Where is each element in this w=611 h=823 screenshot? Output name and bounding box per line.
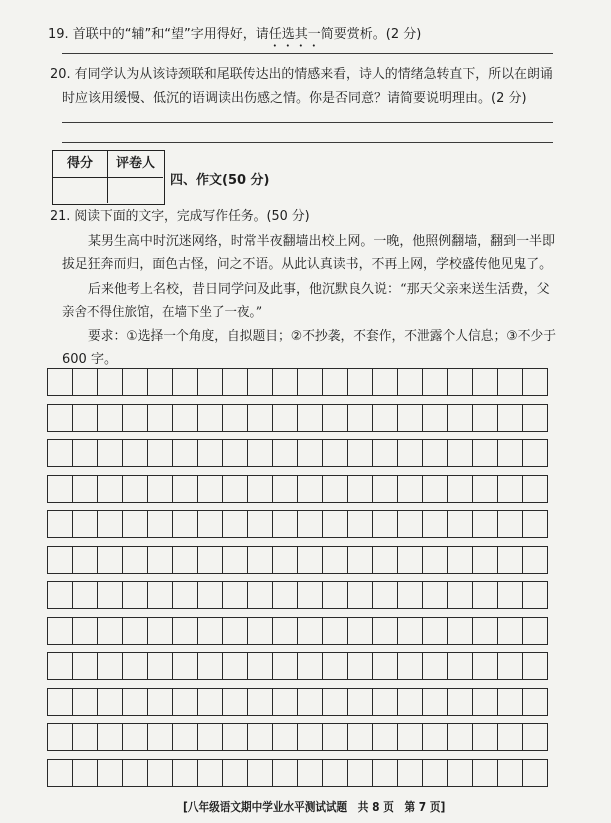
grid-cell [173,476,198,502]
grid-cell [398,724,423,750]
grid-row [47,404,548,432]
grid-cell [298,582,323,608]
grid-cell [523,547,547,573]
grid-cell [298,476,323,502]
grid-cell [123,582,148,608]
grid-cell [323,405,348,431]
grid-cell [498,618,523,644]
grid-cell [48,547,73,573]
grid-cell [98,440,123,466]
grid-cell [473,582,498,608]
grid-row [47,617,548,645]
grid-cell [198,547,223,573]
grid-cell [498,547,523,573]
grid-cell [273,582,298,608]
grid-cell [448,689,473,715]
grid-cell [423,724,448,750]
grid-cell [48,689,73,715]
grid-cell [448,511,473,537]
grid-cell [348,440,373,466]
grid-cell [398,760,423,786]
grid-cell [273,476,298,502]
grid-cell [198,405,223,431]
grid-cell [248,547,273,573]
grid-cell [173,582,198,608]
grid-cell [523,653,547,679]
grid-cell [323,547,348,573]
grid-cell [248,653,273,679]
grid-cell [473,369,498,395]
grid-cell [348,511,373,537]
grid-row [47,368,548,396]
grid-cell [148,618,173,644]
grid-cell [198,511,223,537]
grid-cell [198,369,223,395]
grid-cell [423,547,448,573]
grid-cell [198,689,223,715]
grid-row [47,439,548,467]
grid-row [47,546,548,574]
grid-cell [323,653,348,679]
grid-cell [348,689,373,715]
grid-cell [498,582,523,608]
grid-cell [473,476,498,502]
grid-cell [448,582,473,608]
question-19 [48,26,438,50]
grid-cell [523,760,547,786]
grid-cell [373,724,398,750]
section-title: 四、作文(50 分) [170,173,270,188]
grid-cell [473,405,498,431]
grid-cell [373,405,398,431]
grid-cell [98,369,123,395]
grid-cell [173,511,198,537]
grid-cell [48,653,73,679]
grid-cell [323,511,348,537]
grid-cell [398,689,423,715]
grid-cell [123,511,148,537]
grid-cell [48,440,73,466]
grid-cell [323,724,348,750]
grid-cell [198,724,223,750]
grid-cell [73,724,98,750]
grid-cell [98,724,123,750]
grid-cell [323,440,348,466]
grid-cell [73,760,98,786]
grid-cell [423,405,448,431]
grid-cell [148,547,173,573]
grid-cell [148,760,173,786]
grid-cell [98,653,123,679]
grid-cell [373,582,398,608]
grid-cell [248,440,273,466]
grid-cell [473,618,498,644]
grid-cell [223,689,248,715]
grid-cell [448,369,473,395]
grid-cell [373,618,398,644]
grid-cell [48,760,73,786]
essay-grid [47,368,548,788]
grid-cell [398,618,423,644]
grid-cell [223,760,248,786]
grid-cell [473,440,498,466]
grader-cell [108,178,163,203]
grid-cell [523,582,547,608]
grid-cell [373,689,398,715]
answer-line [62,122,553,123]
grid-cell [473,724,498,750]
grid-row [47,652,548,680]
grid-cell [423,760,448,786]
grid-cell [148,405,173,431]
grid-cell [373,653,398,679]
grid-cell [173,547,198,573]
grid-cell [298,547,323,573]
grid-cell [298,369,323,395]
grid-cell [423,511,448,537]
grid-cell [473,760,498,786]
grid-cell [348,724,373,750]
grid-cell [198,760,223,786]
grid-cell [523,369,547,395]
grid-cell [273,511,298,537]
grid-cell [48,405,73,431]
grid-cell [248,369,273,395]
passage-line: 亲舍不得住旅馆，在墙下坐了一夜。” [62,305,263,320]
grid-cell [173,724,198,750]
grid-cell [298,689,323,715]
grid-cell [348,618,373,644]
grid-cell [323,618,348,644]
grid-cell [298,618,323,644]
grid-cell [98,760,123,786]
grid-cell [173,653,198,679]
grid-cell [73,440,98,466]
grid-cell [98,511,123,537]
grid-cell [148,511,173,537]
grid-cell [98,547,123,573]
grid-cell [473,547,498,573]
grid-cell [498,724,523,750]
answer-line [62,53,553,54]
passage-line: 某男生高中时沉迷网络，时常半夜翻墙出校上网。一晚，他照例翻墙，翻到一半即 [88,234,556,249]
grid-cell [348,760,373,786]
question-20-line-1: 20. 有同学认为从该诗颈联和尾联传达出的情感来看，诗人的情绪急转直下，所以在朗诵 [50,67,553,82]
grid-cell [223,511,248,537]
grid-cell [473,689,498,715]
grid-cell [223,369,248,395]
requirements-line: 600 字。 [62,352,117,367]
grid-row [47,510,548,538]
grid-cell [273,653,298,679]
grid-cell [448,653,473,679]
grid-cell [98,618,123,644]
grid-cell [498,476,523,502]
grid-cell [48,618,73,644]
grid-cell [373,369,398,395]
grid-cell [498,440,523,466]
grid-cell [198,476,223,502]
grid-cell [73,405,98,431]
grid-cell [373,547,398,573]
grid-cell [198,618,223,644]
grid-cell [373,440,398,466]
grid-cell [298,724,323,750]
grid-cell [498,511,523,537]
grid-cell [248,689,273,715]
grid-cell [423,369,448,395]
page-footer: [八年级语文期中学业水平测试试题 共 8 页 第 7 页] [183,800,446,814]
grid-cell [73,689,98,715]
grid-cell [73,618,98,644]
grid-cell [123,653,148,679]
grid-cell [223,405,248,431]
grid-cell [423,440,448,466]
grid-cell [248,760,273,786]
grid-cell [223,476,248,502]
grid-cell [348,547,373,573]
grader-label: 评卷人 [108,151,163,178]
grid-cell [148,653,173,679]
grid-cell [48,511,73,537]
grid-cell [173,369,198,395]
grid-cell [398,653,423,679]
grid-cell [198,440,223,466]
grid-cell [448,476,473,502]
grid-cell [248,724,273,750]
grid-cell [423,618,448,644]
grid-cell [148,689,173,715]
grid-cell [123,405,148,431]
grid-cell [248,405,273,431]
grid-cell [348,405,373,431]
grid-cell [248,476,273,502]
grid-cell [123,689,148,715]
grid-cell [498,760,523,786]
grid-cell [173,689,198,715]
grid-cell [298,653,323,679]
grid-cell [223,547,248,573]
grid-cell [123,618,148,644]
grid-cell [323,582,348,608]
grid-cell [323,760,348,786]
grid-cell [398,511,423,537]
grid-cell [323,369,348,395]
grid-cell [148,369,173,395]
grid-cell [423,653,448,679]
grid-cell [348,582,373,608]
grid-cell [123,547,148,573]
grid-cell [298,405,323,431]
grid-row [47,581,548,609]
grid-cell [223,582,248,608]
grid-cell [148,476,173,502]
grid-cell [523,618,547,644]
grid-cell [398,547,423,573]
grid-cell [398,369,423,395]
question-19-suffix: 简要赏析。(2 分) [320,27,422,42]
grid-cell [448,440,473,466]
grid-cell [123,440,148,466]
grid-cell [223,440,248,466]
question-21-title: 21. 阅读下面的文字，完成写作任务。(50 分) [50,209,310,224]
grid-cell [398,582,423,608]
grid-cell [323,476,348,502]
grid-cell [73,369,98,395]
grid-cell [498,653,523,679]
answer-line [62,142,553,143]
grid-cell [348,653,373,679]
grid-cell [398,476,423,502]
grid-cell [48,724,73,750]
grid-cell [373,511,398,537]
grid-cell [148,724,173,750]
grid-cell [523,405,547,431]
grid-cell [523,724,547,750]
score-cell [53,178,108,203]
grid-cell [73,511,98,537]
question-20-line-2: 时应该用缓慢、低沉的语调读出伤感之情。你是否同意？请简要说明理由。(2 分) [62,91,527,106]
grid-row [47,759,548,787]
grid-cell [398,440,423,466]
grid-cell [73,476,98,502]
grid-cell [273,618,298,644]
grid-cell [273,440,298,466]
grid-cell [123,724,148,750]
grid-cell [123,369,148,395]
grid-cell [448,618,473,644]
passage-line: 后来他考上名校，昔日同学问及此事，他沉默良久说：“那天父亲来送生活费，父 [88,282,550,297]
grid-cell [248,582,273,608]
grid-cell [273,405,298,431]
grid-cell [148,582,173,608]
grid-cell [73,547,98,573]
grid-cell [448,547,473,573]
score-label: 得分 [53,151,108,178]
grid-row [47,688,548,716]
grid-cell [448,724,473,750]
passage-line: 拔足狂奔而归，面色古怪，问之不语。从此认真读书，不再上网，学校盛传他见鬼了。 [62,257,553,272]
grid-cell [48,369,73,395]
grid-cell [273,547,298,573]
grid-cell [448,405,473,431]
grid-cell [273,369,298,395]
grid-cell [173,440,198,466]
grid-cell [498,405,523,431]
grid-cell [298,511,323,537]
grid-cell [73,582,98,608]
grid-row [47,475,548,503]
grid-cell [223,724,248,750]
grid-cell [448,760,473,786]
grid-cell [398,405,423,431]
grid-cell [98,476,123,502]
grid-cell [423,476,448,502]
grid-cell [348,476,373,502]
grid-cell [198,582,223,608]
grid-cell [173,405,198,431]
grid-cell [498,369,523,395]
grid-cell [348,369,373,395]
grid-cell [523,476,547,502]
grid-cell [273,689,298,715]
grid-cell [523,440,547,466]
grid-cell [298,440,323,466]
grid-cell [123,476,148,502]
grid-cell [298,760,323,786]
grid-cell [523,511,547,537]
grid-cell [498,689,523,715]
grid-cell [323,689,348,715]
grid-cell [98,582,123,608]
grid-cell [73,653,98,679]
grid-cell [273,760,298,786]
grid-cell [473,653,498,679]
grid-cell [248,511,273,537]
grid-cell [423,582,448,608]
requirements-line: 要求：①选择一个角度，自拟题目；②不抄袭，不套作，不泄露个人信息；③不少于 [88,329,556,344]
grid-cell [223,653,248,679]
question-19-emphasis: 任选其一 [268,27,321,42]
grid-cell [223,618,248,644]
grid-cell [173,618,198,644]
grid-cell [198,653,223,679]
grid-cell [123,760,148,786]
grid-cell [373,760,398,786]
grid-cell [473,511,498,537]
grid-cell [98,689,123,715]
grid-cell [423,689,448,715]
grid-cell [248,618,273,644]
grid-cell [173,760,198,786]
grid-cell [373,476,398,502]
grid-cell [98,405,123,431]
question-19-prefix: 19. 首联中的“辅”和“望”字用得好，请 [48,27,269,42]
grid-cell [48,582,73,608]
grid-cell [48,476,73,502]
grid-cell [273,724,298,750]
score-table [52,150,165,205]
grid-row [47,723,548,751]
grid-cell [148,440,173,466]
grid-cell [523,689,547,715]
